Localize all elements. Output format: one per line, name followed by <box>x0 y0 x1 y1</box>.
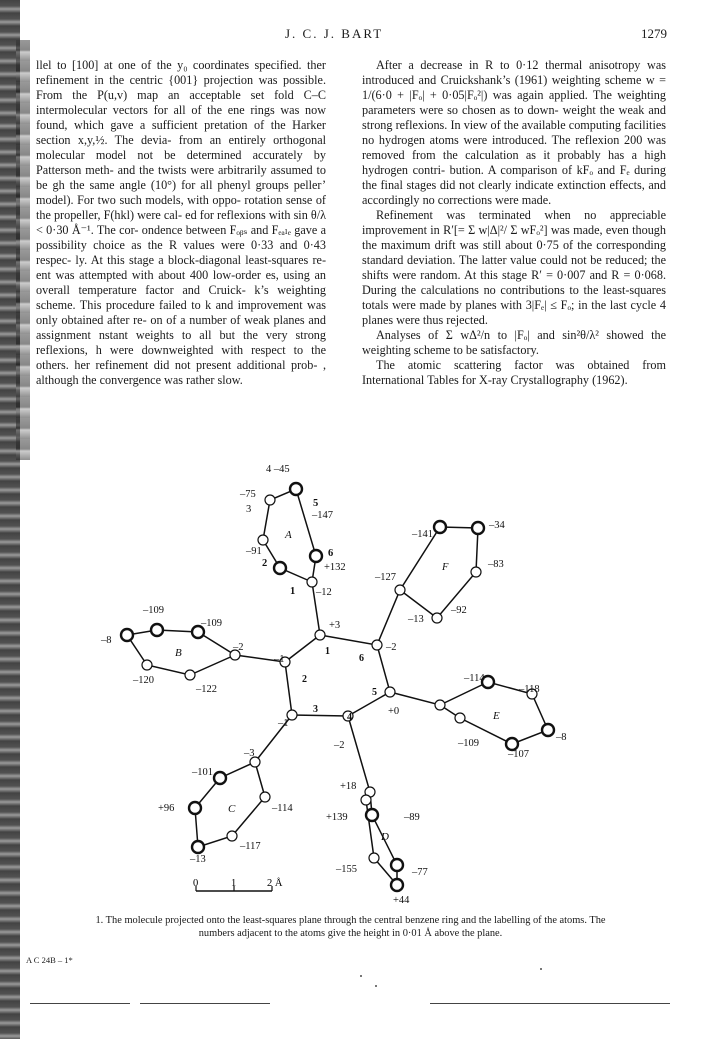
ring-label-c: C <box>228 803 236 815</box>
label: –122 <box>196 684 217 695</box>
atom <box>391 879 403 891</box>
label: +0 <box>388 706 400 717</box>
label: –101 <box>192 767 213 778</box>
label: –109 <box>143 605 164 616</box>
right-paragraph-4: The atomic scattering factor was obtained from International Tables for X-ray Crystallography (1962). <box>362 358 666 387</box>
label: –109 <box>458 738 479 749</box>
label: –109 <box>201 618 222 629</box>
atom <box>366 809 378 821</box>
atom <box>434 521 446 533</box>
page-number: 1279 <box>641 26 667 41</box>
atom-number: 3 <box>313 704 318 715</box>
right-paragraph-3: Analyses of Σ wΔ²/n to |Fₒ| and sin²θ/λ² showed the weighting scheme to be satisfactory. <box>362 328 666 357</box>
footer-rule <box>140 1003 270 1004</box>
label: –91 <box>246 546 262 557</box>
label: –114 <box>272 803 293 814</box>
atom <box>372 640 382 650</box>
atom <box>274 562 286 574</box>
label: 2 <box>262 558 268 569</box>
right-paragraph-1: After a decrease in R to 0·12 thermal anisotropy was introduced and Cruickshank’s (1961) weighting scheme w = 1/(6·0 + |Fₒ| + 0·05|Fₒ²|) was again applied. The weighting parameters were so chosen as to down- weight the weak and strong reflexions. In view of the available computing facilities no hydrogen atoms were introduced. The reflexion 200 was removed from the calculation as it probably has a high hydrogen contri- bution. A comparison of kFₒ and Fₑ during the final stages did not clearly indicate extinction effects, and accordingly no corrections were made. <box>362 58 666 207</box>
label: +132 <box>324 562 346 573</box>
label: –1 <box>274 654 285 665</box>
atom <box>185 670 195 680</box>
label: –89 <box>404 812 420 823</box>
ring-label-e: E <box>493 710 500 722</box>
label: –141 <box>412 529 433 540</box>
label: –2 <box>334 740 345 751</box>
atom <box>385 687 395 697</box>
atom <box>290 483 302 495</box>
label: –83 <box>488 559 504 570</box>
caption-line-1: 1. The molecule projected onto the least-squares plane through the central benzene ring and the labelling of the atoms. The <box>95 915 606 926</box>
atom-number: 6 <box>359 653 364 664</box>
label: –8 <box>556 732 567 743</box>
scale-bar <box>193 877 283 891</box>
label: –127 <box>375 572 396 583</box>
label: –147 <box>312 510 333 521</box>
atom <box>391 859 403 871</box>
ring-labels <box>175 529 500 843</box>
atom <box>142 660 152 670</box>
atom <box>227 831 237 841</box>
label: –2 <box>386 642 397 653</box>
atom <box>432 613 442 623</box>
label: –117 <box>240 841 261 852</box>
atom <box>189 802 201 814</box>
label: –155 <box>336 864 357 875</box>
label: –77 <box>412 867 428 878</box>
print-speck <box>360 975 362 977</box>
label: –75 <box>240 489 256 500</box>
footer-rule <box>430 1003 670 1004</box>
footer-code: A C 24B – 1* <box>26 955 73 965</box>
atom <box>542 724 554 736</box>
label: +96 <box>158 803 175 814</box>
left-text-column <box>36 58 326 388</box>
atom <box>369 853 379 863</box>
label: –118 <box>519 684 540 695</box>
left-paragraph-1: llel to [100] at one of the y₀ coordinates specified. ther refinement in the centric {001} projection was possible. From the P(u,v) map an acceptable set fold C–C intermolecular vectors for all of the ene rings was now found, which gave a sufficient pretation of the Harker section x,y,½. The devia- from an entirely orthogonal molecular model not be determined accurately by Patterson meth- and the twists were arbitrarily assumed to be gh the same angle (10°) for all phenyl groups peller’ model). For two such models, with oppo- rotation sense of the propeller, F(hkl) were cal- ed for reflexions with sin θ/λ < 0·30 Å⁻¹. The cor- ondence between Fₒᵦₛ and Fₑₐₗₑ gave a possibility choice as the R values were 0·33 and 0·43 respec- ly. At this stage a block-diagonal least-squares re- ent was attempted with about 400 low-order es, using an overall temperature factor and Cruick- k’s weighting scheme. This procedure failed to k and improvement was only obtained after re- on of a number of weak planes and assignment nstant weights to all but the very strong reflexions, h were downweighted with respect to the others. her refinement did not present additional prob- , although the convergence was rather slow. <box>36 58 326 387</box>
label: –8 <box>101 635 112 646</box>
atom-number: 1 <box>325 646 330 657</box>
print-speck <box>540 968 542 970</box>
atom <box>395 585 405 595</box>
label: 5 <box>313 498 319 509</box>
caption-line-2: numbers adjacent to the atoms give the height in 0·01 Å above the plane. <box>198 928 503 939</box>
scale-label-0: 0 <box>193 878 199 889</box>
atom-number: 4 <box>347 712 352 723</box>
atom <box>258 535 268 545</box>
figure-caption <box>28 914 673 940</box>
label: –114 <box>464 673 485 684</box>
atom <box>287 710 297 720</box>
label: –34 <box>489 520 505 531</box>
atom <box>151 624 163 636</box>
ring-label-d: D <box>381 831 389 843</box>
atom <box>260 792 270 802</box>
label: +3 <box>329 620 341 631</box>
label: F <box>442 562 449 573</box>
scale-label-2: 2 Å <box>267 878 283 889</box>
label: –92 <box>451 605 467 616</box>
atom-number: 2 <box>302 674 307 685</box>
footer-rule <box>30 1003 130 1004</box>
atom <box>265 495 275 505</box>
atom <box>471 567 481 577</box>
label: –1 <box>278 718 289 729</box>
label: +44 <box>393 895 410 906</box>
scale-label-1: 1 <box>231 878 237 889</box>
atom <box>214 772 226 784</box>
atom <box>455 713 465 723</box>
label: 4 –45 <box>266 464 290 475</box>
atom <box>310 550 322 562</box>
label: +18 <box>340 781 357 792</box>
label: –12 <box>316 587 332 598</box>
molecule-projection-figure <box>0 450 712 910</box>
central-atom-numbers <box>302 646 377 723</box>
running-header <box>0 26 712 44</box>
label: –2 <box>233 642 244 653</box>
label: +139 <box>326 812 348 823</box>
print-speck <box>375 985 377 987</box>
atom <box>435 700 445 710</box>
label: 3 <box>246 504 252 515</box>
atom <box>472 522 484 534</box>
page-gutter-shadow-inner <box>16 40 30 460</box>
label: –3 <box>244 748 255 759</box>
atom-number: 5 <box>372 687 377 698</box>
label: –13 <box>190 854 206 865</box>
atom <box>192 841 204 853</box>
label: –120 <box>133 675 154 686</box>
right-paragraph-2: Refinement was terminated when no appreciable improvement in R′[= Σ w|Δ|²/ Σ wFₒ²] was made, even though the maximum drift was still about 0·75 of the corresponding standard deviation. The latter value could not be reduced; the shifts were random. At this stage R′ = 0·007 and R = 0·068. During the calculations no contributions to the least-squares totals were made by planes with 3|Fₑ| ≤ Fₒ; in the last cycle 4 planes were thus rejected. <box>362 208 666 327</box>
ring-label-b: B <box>175 647 182 659</box>
atom <box>307 577 317 587</box>
atom <box>315 630 325 640</box>
label: 1 <box>290 586 296 597</box>
label: –13 <box>408 614 424 625</box>
header-author: J. C. J. BART <box>285 26 384 41</box>
label: 6 <box>328 548 334 559</box>
atom <box>361 795 371 805</box>
label: –107 <box>508 749 529 760</box>
ring-label-a: A <box>285 529 292 541</box>
atom <box>121 629 133 641</box>
atoms-bold <box>121 483 554 891</box>
right-text-column <box>362 58 666 388</box>
